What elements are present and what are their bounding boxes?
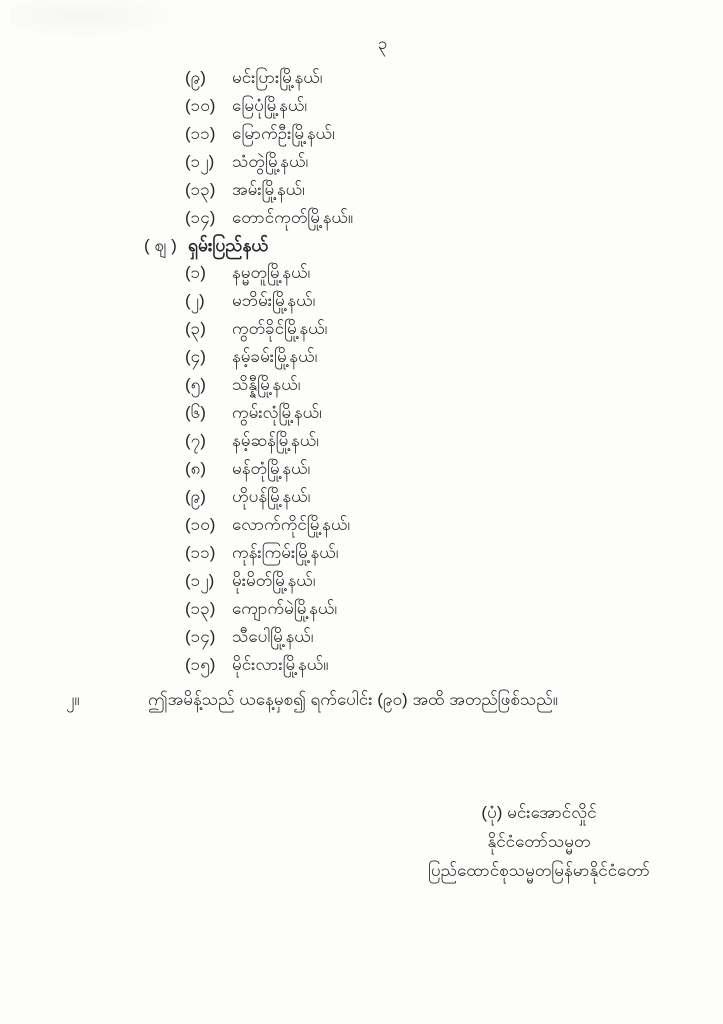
list-item	[185, 567, 350, 595]
list-item	[185, 623, 350, 651]
list-item-text: မန်တုံမြို့နယ်၊	[232, 459, 311, 478]
list-item-text: နမ္မတူမြို့နယ်၊	[232, 263, 311, 282]
list-item	[185, 259, 350, 287]
list-item-number: (၇)	[185, 431, 206, 450]
list-item-text: ကွတ်ခိုင်မြို့နယ်၊	[232, 319, 328, 338]
list-item	[185, 148, 353, 176]
list-item	[185, 176, 353, 204]
list-item-number: (၁၂)	[185, 152, 215, 171]
list-item	[185, 315, 350, 343]
list-item-number: (၁၁)	[185, 124, 216, 143]
list-item	[185, 120, 353, 148]
list-item-number: (၁၀)	[185, 515, 216, 534]
list-item-number: (၉)	[185, 68, 206, 87]
list-item-text: မိုင်းလားမြို့နယ်။	[232, 655, 329, 674]
signature-name: (ပုံ) မင်းအောင်လှိုင်	[481, 803, 597, 822]
list-item-number: (၁၄)	[185, 627, 216, 646]
list-item-number: (၁၃)	[185, 180, 216, 199]
list-item-text: တောင်ကုတ်မြို့နယ်။	[232, 208, 354, 227]
list-item-text: မင်းပြားမြို့နယ်၊	[232, 68, 323, 87]
paragraph-number: ၂။	[66, 690, 80, 709]
section-title: ရှမ်းပြည်နယ်	[188, 235, 269, 255]
list-item-text: မိုးမိတ်မြို့နယ်၊	[232, 571, 316, 590]
list-item-text: ကွမ်းလုံမြို့နယ်၊	[232, 403, 322, 422]
list-item-number: (၈)	[185, 459, 207, 478]
list-item	[185, 511, 350, 539]
signature-block	[404, 798, 674, 885]
list-item-text: ဟိုပန်မြို့နယ်၊	[232, 487, 311, 506]
list-item-number: (၉)	[185, 487, 206, 506]
list-item-text: ကျောက်မဲမြို့နယ်၊	[232, 599, 338, 618]
section-label: ( ဈ )	[144, 236, 177, 255]
list-item-text: ကုန်းကြမ်းမြို့နယ်၊	[232, 543, 339, 562]
section-header	[144, 231, 268, 259]
list-item-text: သီပေါမြို့နယ်၊	[232, 627, 314, 646]
list-item-number: (၁၂)	[185, 571, 215, 590]
scan-noise-artifact	[10, 0, 190, 40]
list-item	[185, 343, 350, 371]
list-item-number: (၄)	[185, 347, 206, 366]
validity-paragraph	[0, 686, 723, 714]
paragraph-text: ဤအမိန့်သည် ယနေ့မှစ၍ ရက်ပေါင်း (၉၀) အထိ အတည်ဖြစ်သည်။	[148, 690, 558, 709]
list-item	[185, 595, 350, 623]
list-item	[185, 539, 350, 567]
list-item-text: သိန္နီမြို့နယ်၊	[232, 375, 301, 394]
list-item	[185, 455, 350, 483]
list-item-text: အမ်းမြို့နယ်၊	[232, 180, 305, 199]
list-item-number: (၂)	[185, 291, 205, 310]
list-item	[185, 371, 350, 399]
list-item-number: (၁၃)	[185, 599, 216, 618]
list-item-text: သံတွဲမြို့နယ်၊	[232, 152, 309, 171]
list-item	[185, 64, 353, 92]
list-item	[185, 399, 350, 427]
list-item	[185, 483, 350, 511]
list-item	[185, 427, 350, 455]
signature-title: နိုင်ငံတော်သမ္မတ	[487, 832, 591, 851]
list-item	[185, 287, 350, 315]
list-item-text: မဘိမ်းမြို့နယ်၊	[232, 291, 316, 310]
list-item-number: (၆)	[185, 403, 206, 422]
list-item	[185, 92, 353, 120]
list-item	[185, 204, 353, 232]
township-list-shan-state	[185, 259, 350, 679]
list-item-number: (၁၀)	[185, 96, 216, 115]
list-item-number: (၁၄)	[185, 208, 216, 227]
list-item-text: နမ့်ဆန်မြို့နယ်၊	[232, 431, 319, 450]
list-item-number: (၁)	[185, 263, 206, 282]
list-item-number: (၅)	[185, 375, 206, 394]
list-item-text: လောက်ကိုင်မြို့နယ်၊	[232, 515, 351, 534]
list-item-number: (၃)	[185, 319, 206, 338]
list-item-number: (၁၁)	[185, 543, 216, 562]
list-item-number: (၁၅)	[185, 655, 216, 674]
signature-organization: ပြည်ထောင်စုသမ္မတမြန်မာနိုင်ငံတော်	[428, 861, 650, 880]
list-item-text: နမ့်ခမ်းမြို့နယ်၊	[232, 347, 318, 366]
list-item-text: မြောက်ဦးမြို့နယ်၊	[232, 124, 335, 143]
list-item	[185, 651, 350, 679]
page-number: ၃	[377, 34, 389, 53]
list-item-text: မြေပုံမြို့နယ်၊	[232, 96, 308, 115]
township-list-continued	[185, 64, 353, 232]
